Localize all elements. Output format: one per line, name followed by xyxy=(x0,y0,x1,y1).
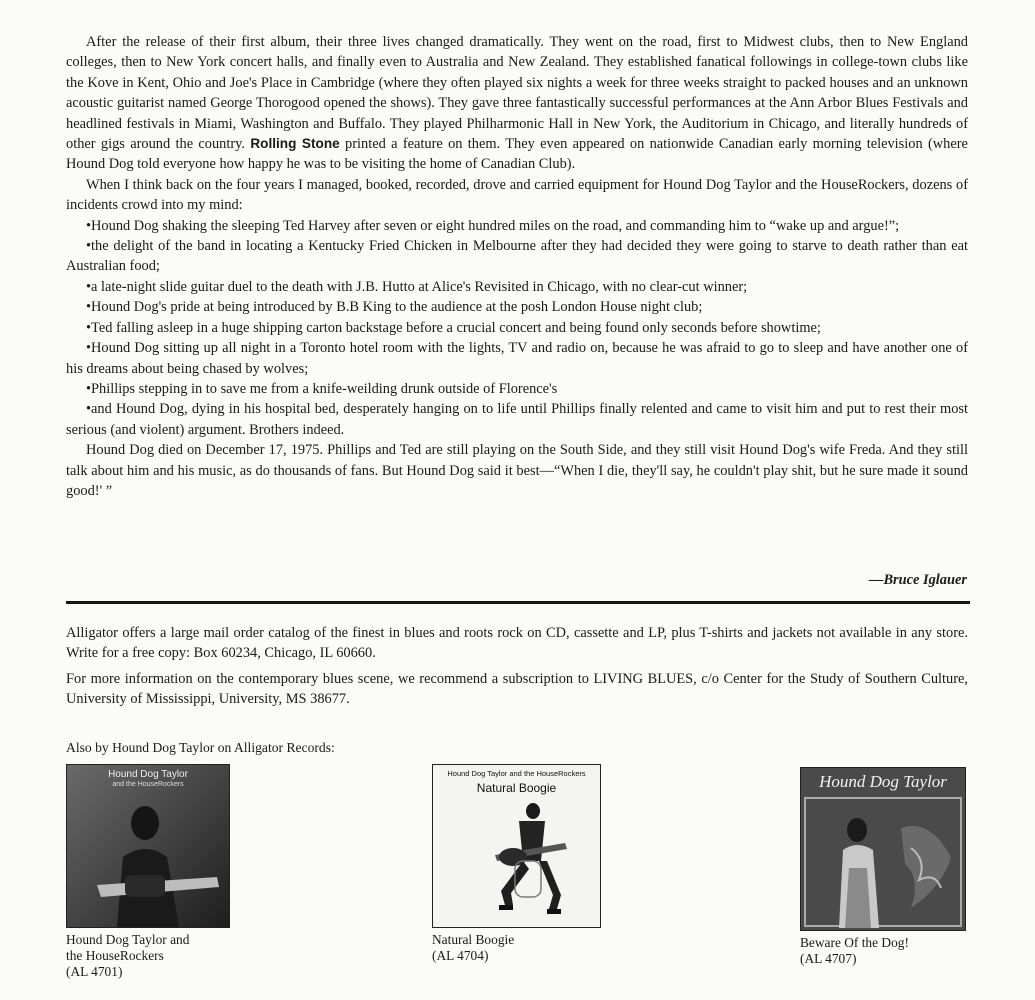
album-catalog-number: (AL 4701) xyxy=(66,964,123,979)
album-4704 xyxy=(432,764,601,964)
essay-paragraph-3: Hound Dog died on December 17, 1975. Phillips and Ted are still playing on the South Side, and they still visit Hound Dog's wife Freda. And they still talk about him and his music, as do thousands of fans. But Hound Dog said it best—“When I die, they'll say, he couldn't play shit, but he sure made it sound good!' ” xyxy=(66,442,968,499)
catalog-offer-text: Alligator offers a large mail order catalog of the finest in blues and roots rock on CD, cassette and LP, plus T-shirts and jackets not available in any store. Write for a free copy: Box 60234, Chicago, IL 60660. xyxy=(66,625,968,662)
essay-paragraph-1-continued: printed a feature on them. They even appeared on nationwide Canadian early morning television (where Hound Dog told everyone how happy he was to be visiting the home of Canadian Club). xyxy=(66,136,968,173)
info-section xyxy=(66,623,968,715)
incident-item: •Phillips stepping in to save me from a knife-weilding drunk outside of Florence's xyxy=(86,380,558,397)
author-signature: —Bruce Iglauer xyxy=(869,572,967,588)
album-cover-title-4701: Hound Dog Taylor xyxy=(108,769,188,780)
album-cover-title-4704: Natural Boogie xyxy=(476,781,557,795)
incident-item: •and Hound Dog, dying in his hospital bed, desperately hanging on to life until Phillips finally relented and came to visit him and put to rest their most serious (and violent) argument. Brothers indeed. xyxy=(66,401,968,438)
album-cover-title-4707: Hound Dog Taylor xyxy=(819,772,947,791)
album-cover-4701 xyxy=(66,764,230,928)
section-divider xyxy=(66,601,970,604)
incident-item: •a late-night slide guitar duel to the death with J.B. Hutto at Alice's Revisited in Chicago, with no clear-cut winner; xyxy=(86,278,748,295)
incident-item: •Hound Dog shaking the sleeping Ted Harvey after seven or eight hundred miles on the road, and commanding him to “wake up and argue!”; xyxy=(86,217,900,234)
rolling-stone-title: Rolling Stone xyxy=(250,136,340,152)
essay-paragraph-2: When I think back on the four years I managed, booked, recorded, drove and carried equipment for Hound Dog Taylor and the HouseRockers, dozens of incidents crowd into my mind: xyxy=(66,176,968,214)
album-cover-subtitle-4701: and the HouseRockers xyxy=(112,781,184,788)
album-catalog-number: (AL 4707) xyxy=(800,951,857,966)
album-caption-4707 xyxy=(800,935,966,967)
album-catalog-number: (AL 4704) xyxy=(432,948,489,963)
incident-item: •Ted falling asleep in a huge shipping carton backstage before a crucial concert and being found only seconds before showtime; xyxy=(86,319,821,336)
album-title: Beware Of the Dog! xyxy=(800,935,909,950)
incident-item: •Hound Dog's pride at being introduced by B.B King to the audience at the posh London House night club; xyxy=(86,299,703,316)
album-cover-art-4701 xyxy=(67,765,229,927)
album-4701 xyxy=(66,764,230,980)
album-cover-4707 xyxy=(800,767,966,931)
album-title-line-2: the HouseRockers xyxy=(66,948,164,963)
album-caption-4701 xyxy=(66,932,230,980)
essay-paragraph-1 xyxy=(66,32,968,175)
album-cover-art-4707 xyxy=(801,768,965,930)
album-4707 xyxy=(800,767,966,967)
album-title: Natural Boogie xyxy=(432,932,515,947)
album-cover-art-4704 xyxy=(433,765,600,927)
living-blues-text: For more information on the contemporary blues scene, we recommend a subscription to LIVING BLUES, c/o Center for the Study of Southern Culture, University of Mississippi, University, MS 38677. xyxy=(66,670,968,708)
album-title: Hound Dog Taylor and xyxy=(66,932,190,947)
also-by-heading: Also by Hound Dog Taylor on Alligator Records: xyxy=(66,740,335,755)
essay xyxy=(66,32,968,501)
album-cover-4704 xyxy=(432,764,601,928)
incident-item: •Hound Dog sitting up all night in a Toronto hotel room with the lights, TV and radio on, because he was afraid to go to sleep and have another one of his dreams about being chased by wolves; xyxy=(66,340,968,377)
incident-item: •the delight of the band in locating a Kentucky Fried Chicken in Melbourne after they had decided they were going to starve to death rather than eat Australian food; xyxy=(66,238,968,275)
album-caption-4704 xyxy=(432,932,601,964)
album-cover-artist-4704: Hound Dog Taylor and the HouseRockers xyxy=(447,769,586,778)
essay-paragraph-1-text: After the release of their first album, their three lives changed dramatically. They went on the road, first to Midwest clubs, then to New England colleges, then to New York concert halls, and finally even to Australia and New Zealand. They established fanatical followings in college-town clubs like the Kove in Kent, Ohio and Joe's Place in Cambridge (where they often played six nights a week for three weeks straight to packed houses and an unknown acoustic guitarist named George Thorogood opened the shows). They gave three fantastically successful performances at the Ann Arbor Blues Festivals and headlined festivals in Miami, Washington and Buffalo. They played Philharmonic Hall in New York, the Auditorium in Chicago, and literally hundreds of other gigs around the country. xyxy=(66,34,968,153)
